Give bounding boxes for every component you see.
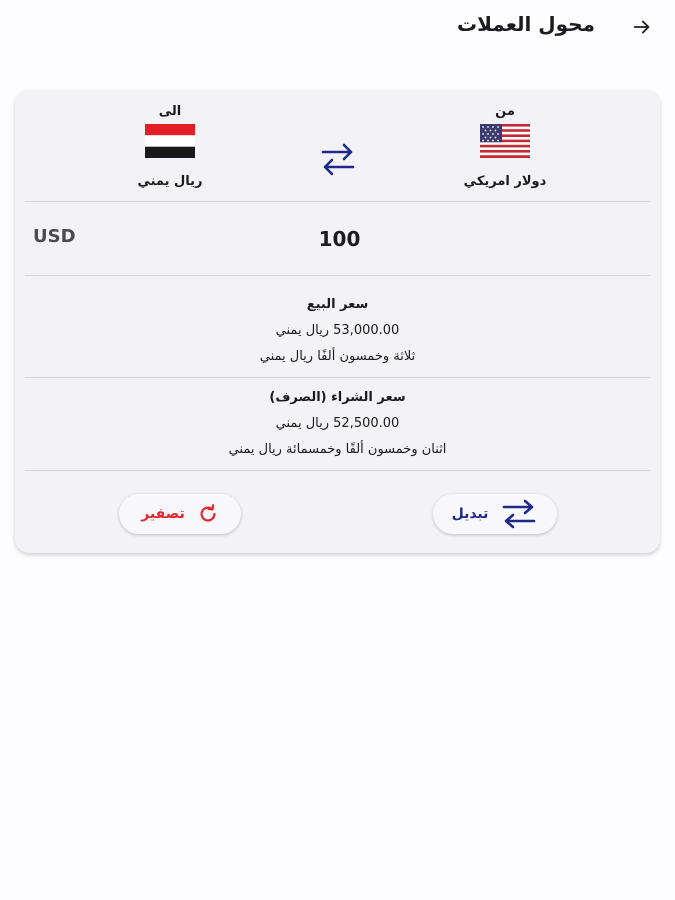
sell-rate-block — [15, 292, 660, 370]
from-currency-selector[interactable] — [425, 90, 585, 200]
to-label: الى — [158, 104, 182, 119]
sell-rate-title: سعر البيع — [306, 297, 369, 312]
swap-button[interactable] — [433, 494, 557, 534]
arrow-right-icon — [631, 16, 653, 38]
divider — [25, 377, 650, 378]
buy-rate-value: 52,500.00 ريال يمني — [275, 416, 400, 431]
buy-rate-title: سعر الشراء (الصرف) — [269, 390, 406, 405]
amount-row — [15, 202, 660, 276]
us-flag-icon — [480, 124, 530, 158]
reset-button-label: تصفير — [141, 506, 185, 522]
to-currency-name: ريال يمني — [137, 174, 203, 189]
swap-currencies-button[interactable] — [317, 140, 359, 178]
swap-arrows-icon — [317, 140, 359, 178]
amount-input[interactable] — [15, 226, 664, 252]
app-bar — [0, 0, 675, 56]
refresh-icon — [197, 503, 219, 525]
to-currency-selector[interactable] — [90, 90, 250, 200]
divider — [25, 470, 650, 471]
buy-rate-words: اثنان وخمسون ألفًا وخمسمائة ريال يمني — [228, 442, 447, 457]
swap-button-label: تبديل — [451, 506, 489, 522]
swap-arrows-icon — [500, 498, 538, 530]
yemen-flag-icon — [145, 124, 195, 158]
converter-card — [15, 90, 660, 553]
buy-rate-block — [15, 385, 660, 463]
page-title: محول العملات — [457, 12, 595, 36]
back-button[interactable] — [629, 14, 655, 40]
reset-button[interactable] — [119, 494, 241, 534]
divider — [25, 275, 650, 276]
from-label: من — [495, 104, 515, 119]
from-currency-name: دولار امريكي — [463, 174, 547, 189]
amount-currency-code: USD — [33, 226, 76, 247]
sell-rate-value: 53,000.00 ريال يمني — [275, 323, 400, 338]
sell-rate-words: ثلاثة وخمسون ألفًا ريال يمني — [259, 349, 416, 364]
